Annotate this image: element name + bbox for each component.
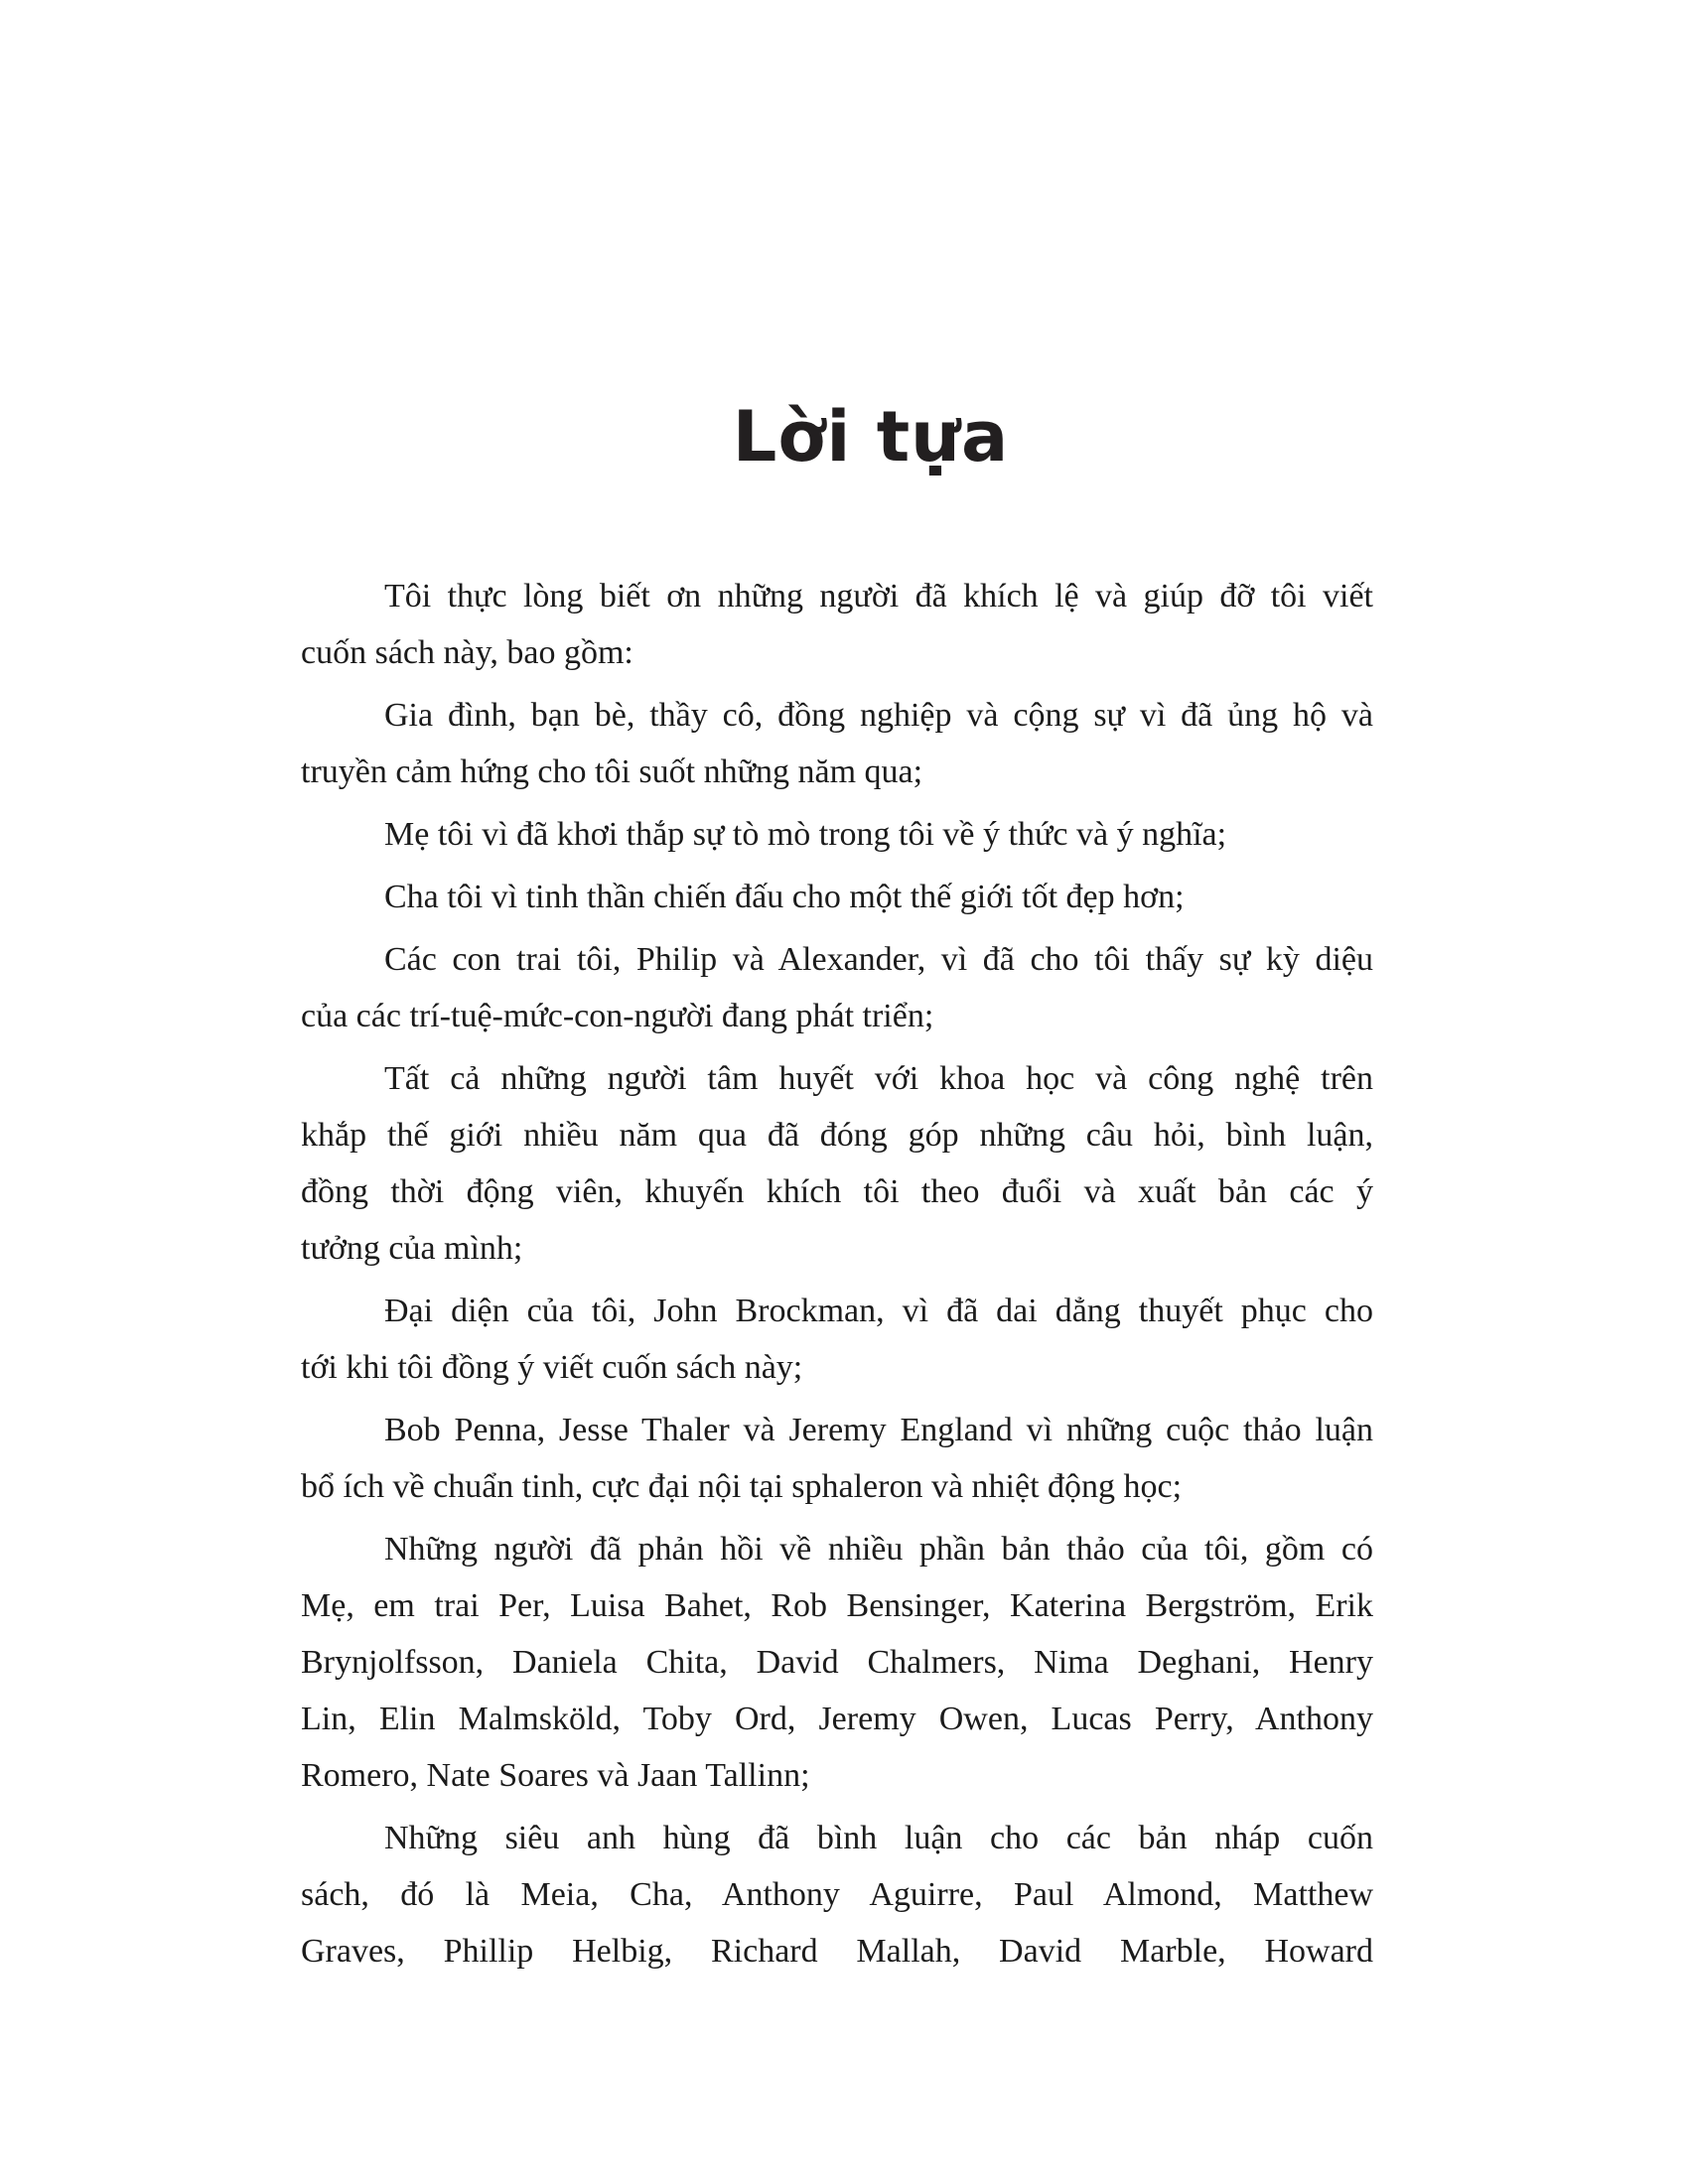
text-line: cuốn sách này, bao gồm: <box>301 634 633 671</box>
text-line: khắp thế giới nhiều năm qua đã đóng góp những câu hỏi, bình luận, <box>301 1117 1373 1154</box>
text-line: Romero, Nate Soares và Jaan Tallinn; <box>301 1757 810 1794</box>
text-line: Tôi thực lòng biết ơn những người đã khích lệ và giúp đỡ tôi viết <box>384 578 1373 614</box>
preface-body <box>301 568 1373 1979</box>
paragraph <box>301 1402 1373 1515</box>
paragraph <box>301 806 1373 863</box>
text-line: tới khi tôi đồng ý viết cuốn sách này; <box>301 1349 803 1386</box>
text-line: Gia đình, bạn bè, thầy cô, đồng nghiệp và cộng sự vì đã ủng hộ và <box>384 697 1373 734</box>
text-line: Tất cả những người tâm huyết với khoa học và công nghệ trên <box>384 1060 1373 1097</box>
paragraph <box>301 1283 1373 1396</box>
text-line: Những người đã phản hồi về nhiều phần bản thảo của tôi, gồm có <box>384 1531 1373 1568</box>
paragraph <box>301 1521 1373 1804</box>
paragraph <box>301 1050 1373 1277</box>
text-line: đồng thời động viên, khuyến khích tôi theo đuổi và xuất bản các ý <box>301 1173 1373 1210</box>
text-line: Những siêu anh hùng đã bình luận cho các bản nháp cuốn <box>384 1820 1373 1856</box>
text-line: bổ ích về chuẩn tinh, cực đại nội tại sphaleron và nhiệt động học; <box>301 1468 1183 1505</box>
paragraph <box>301 687 1373 800</box>
text-line: Graves, Phillip Helbig, Richard Mallah, David Marble, Howard <box>301 1933 1373 1970</box>
text-line: Lin, Elin Malmsköld, Toby Ord, Jeremy Owen, Lucas Perry, Anthony <box>301 1701 1373 1737</box>
text-line: truyền cảm hứng cho tôi suốt những năm qua; <box>301 753 923 790</box>
text-line: Bob Penna, Jesse Thaler và Jeremy England vì những cuộc thảo luận <box>384 1412 1373 1448</box>
text-line: tưởng của mình; <box>301 1230 523 1267</box>
text-line: Mẹ, em trai Per, Luisa Bahet, Rob Bensinger, Katerina Bergström, Erik <box>301 1587 1373 1624</box>
text-line: Brynjolfsson, Daniela Chita, David Chalmers, Nima Deghani, Henry <box>301 1644 1373 1681</box>
paragraph <box>301 869 1373 925</box>
paragraph <box>301 931 1373 1044</box>
text-line: Các con trai tôi, Philip và Alexander, vì đã cho tôi thấy sự kỳ diệu <box>384 941 1373 978</box>
text-line: Mẹ tôi vì đã khơi thắp sự tò mò trong tôi về ý thức và ý nghĩa; <box>384 816 1227 853</box>
chapter-title: Lời tựa <box>732 395 1010 478</box>
paragraph <box>301 1810 1373 1979</box>
text-line: Đại diện của tôi, John Brockman, vì đã dai dẳng thuyết phục cho <box>384 1293 1373 1329</box>
text-line: sách, đó là Meia, Cha, Anthony Aguirre, Paul Almond, Matthew <box>301 1876 1373 1913</box>
text-line: Cha tôi vì tinh thần chiến đấu cho một thế giới tốt đẹp hơn; <box>384 879 1185 915</box>
paragraph <box>301 568 1373 681</box>
text-line: của các trí-tuệ-mức-con-người đang phát triển; <box>301 998 934 1034</box>
